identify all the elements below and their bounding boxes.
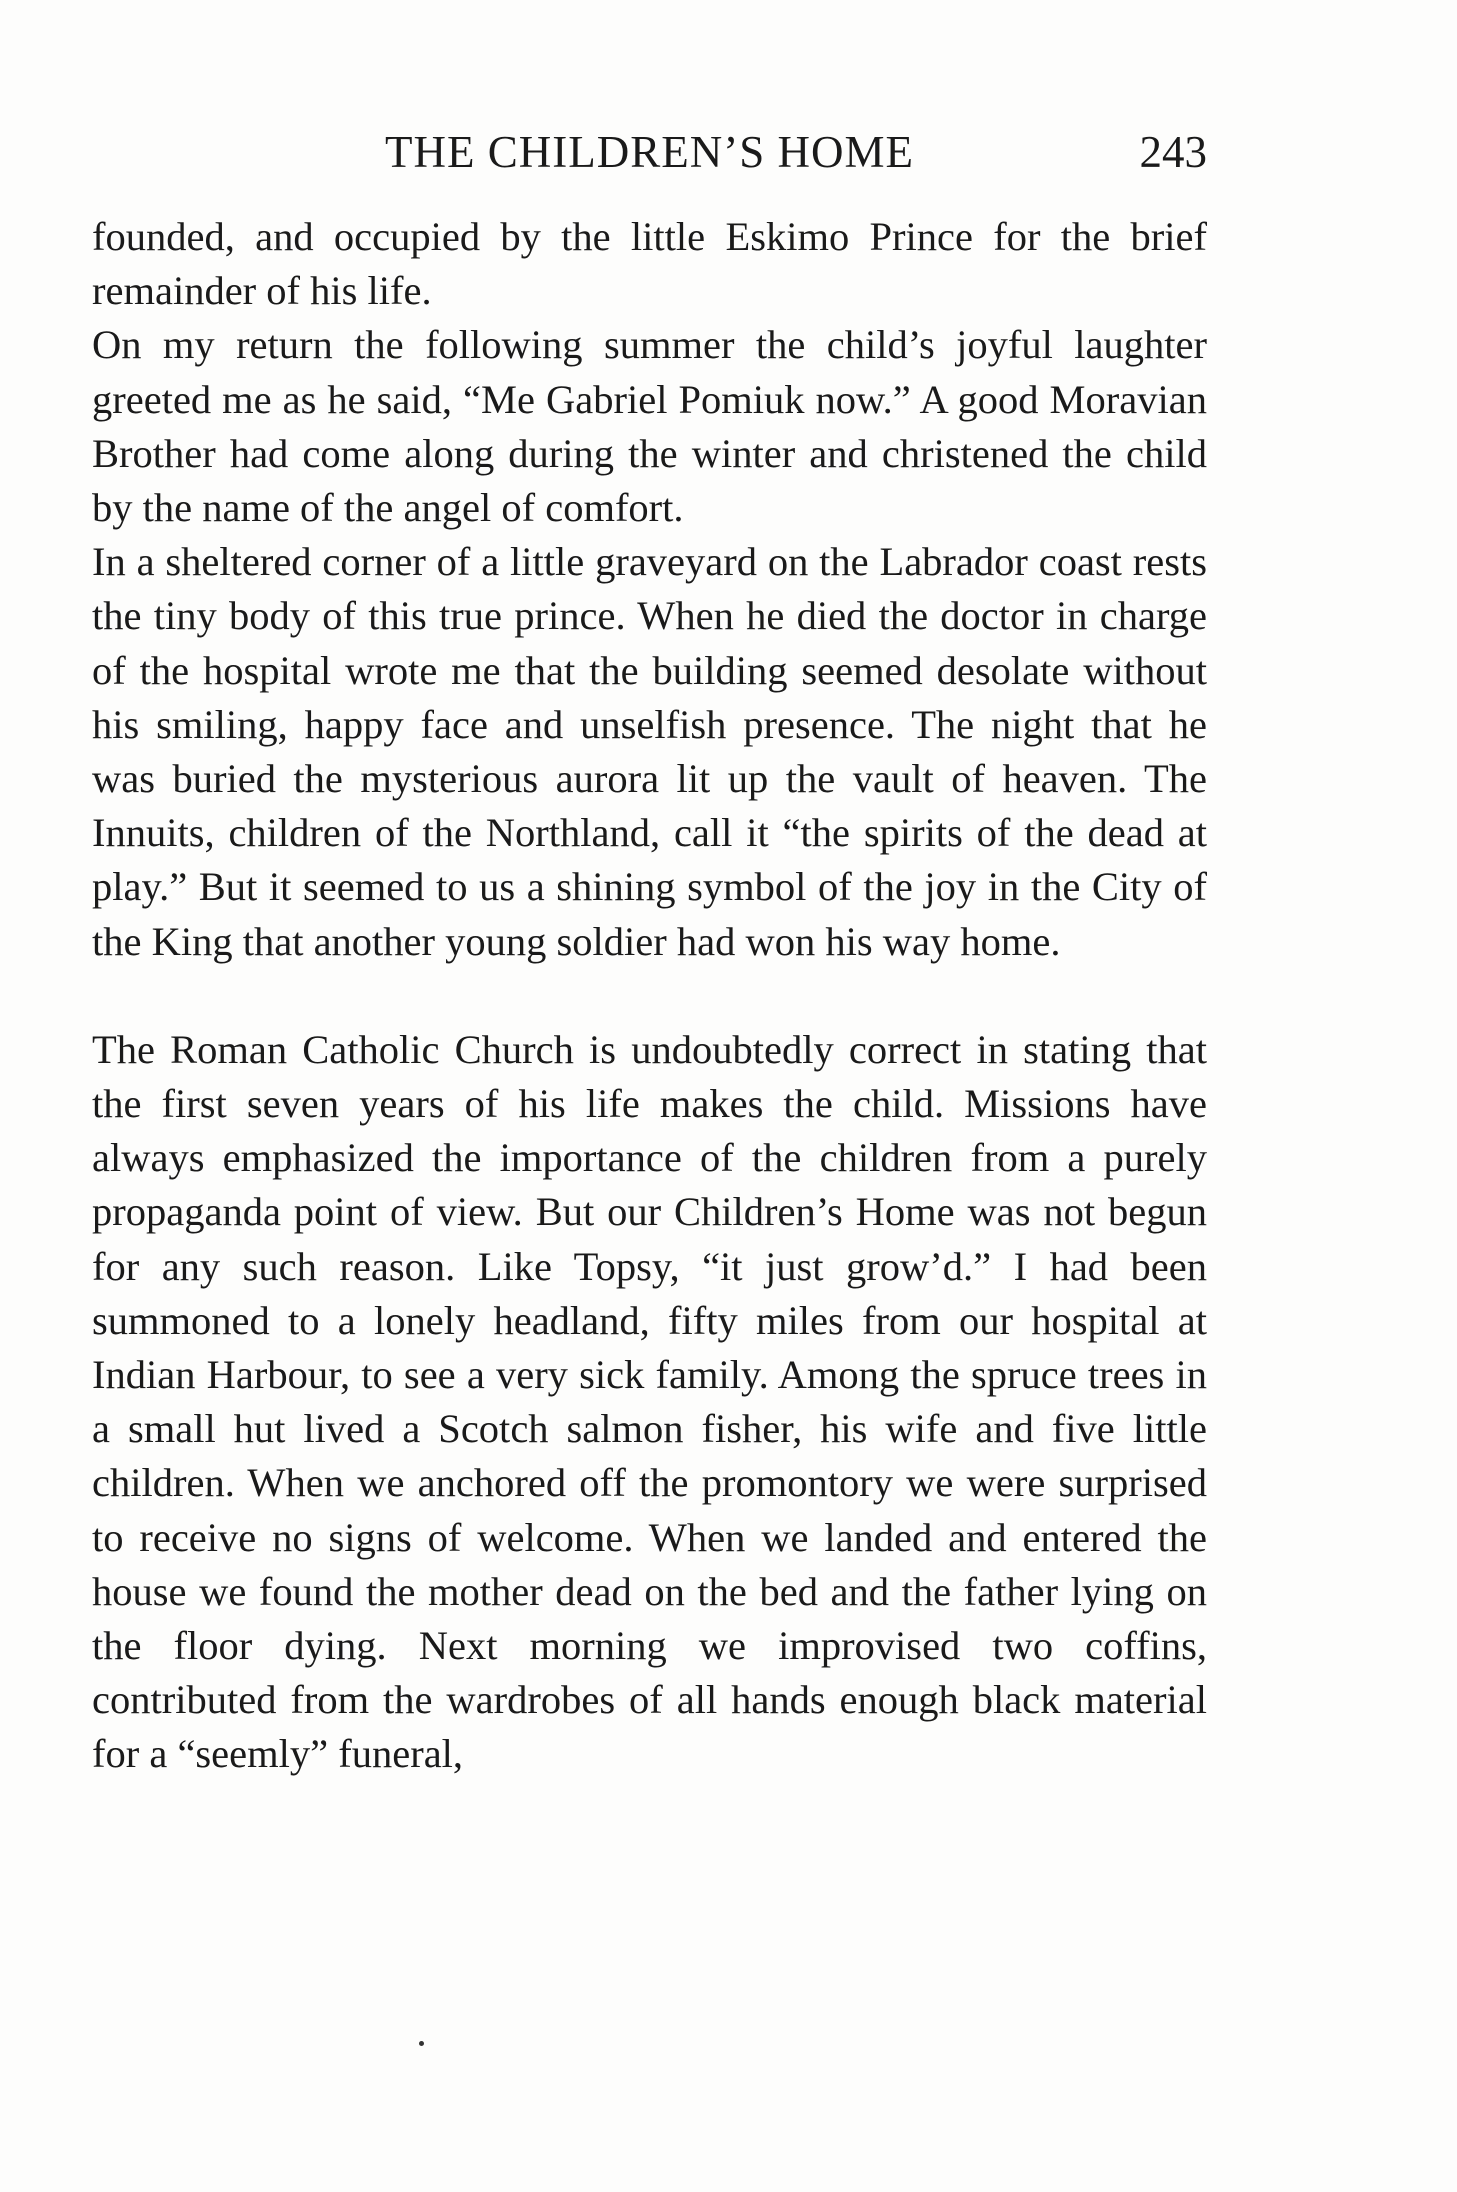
body-text (92, 210, 1207, 1782)
print-speck (419, 2041, 424, 2046)
paragraph-childrens-home: The Roman Catholic Church is undoubtedly correct in stating that the first seven years of his life makes the child. Missions have always emphasized the importance of the children from a purely propaganda point of view. But our Children’s Home was not begun for any such reason. Like Topsy, “it just grow’d.” I had been summoned to a lonely headland, fifty miles from our hospital at Indian Harbour, to see a very sick family. Among the spruce trees in a small hut lived a Scotch salmon fisher, his wife and five little children. When we anchored off the promontory we were surprised to receive no signs of welcome. When we landed and entered the house we found the mother dead on the bed and the father lying on the floor dying. Next morning we improvised two coffins, contributed from the wardrobes of all hands enough black material for a “seemly” funeral, (92, 1026, 1207, 1777)
paragraph-graveyard: In a sheltered corner of a little graveyard on the Labrador coast rests the tiny body of this true prince. When he died the doctor in charge of the hospital wrote me that the building seemed desolate without his smiling, happy face and unselfish presence. The night that he was buried the mysterious aurora lit up the vault of heaven. The Innuits, children of the Northland, call it “the spirits of the dead at play.” But it seemed to us a shining symbol of the joy in the City of the King that another young soldier had won his way home. (92, 539, 1207, 964)
running-head (92, 122, 1207, 182)
section-break (92, 969, 1207, 1023)
paragraph-gabriel: On my return the following summer the child’s joyful laughter greeted me as he said, “Me Gabriel Pomiuk now.” A good Moravian Brother had come along during the winter and christened the child by the name of the angel of comfort. (92, 322, 1207, 531)
paragraph-continued: founded, and occupied by the little Eskimo Prince for the brief remainder of his life. (92, 214, 1207, 314)
running-title: THE CHILDREN’S HOME (385, 127, 914, 177)
page-number: 243 (1139, 127, 1207, 177)
